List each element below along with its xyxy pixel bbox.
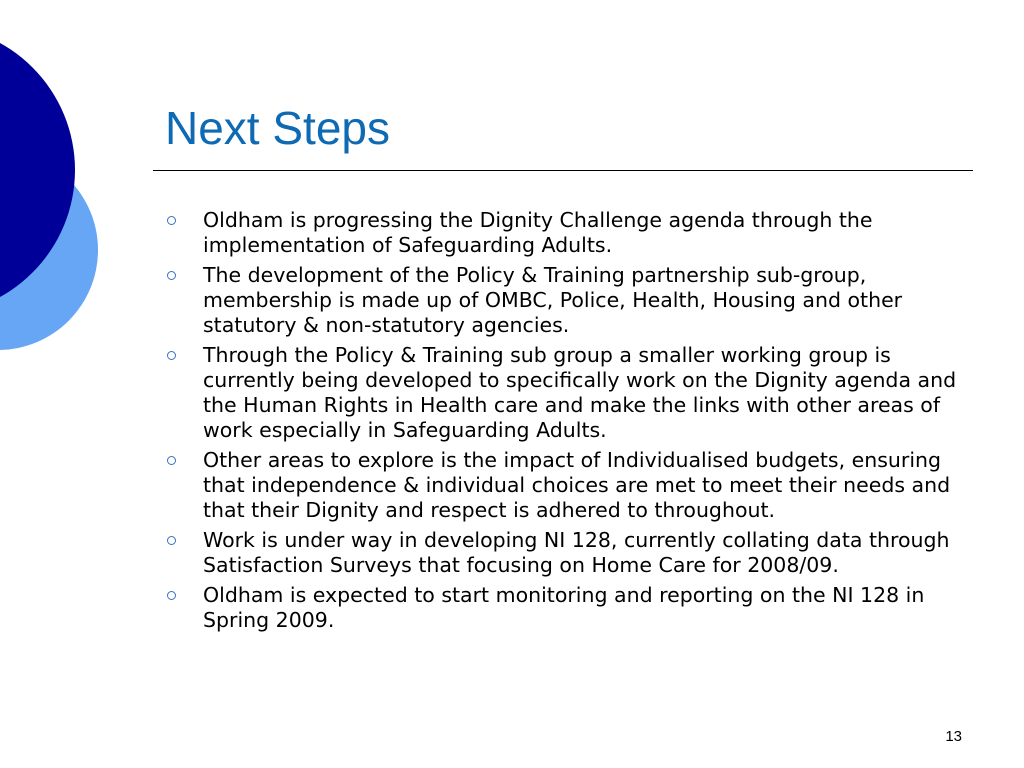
bullet-item xyxy=(162,528,962,578)
bullet-item xyxy=(162,343,962,443)
bullet-text: The development of the Policy & Training partnership sub-group, membership is made up of OMBC, Police, Health, Housing and other statutory & non-statutory agencies. xyxy=(203,263,903,337)
hollow-circle-icon xyxy=(167,536,176,545)
bullet-item xyxy=(162,208,962,258)
bullet-text: Other areas to explore is the impact of Individualised budgets, ensuring that independence & individual choices are met to meet their needs and that their Dignity and respect is adhered to throughout. xyxy=(203,448,951,522)
bullet-text: Work is under way in developing NI 128, currently collating data through Satisfaction Surveys that focusing on Home Care for 2008/09. xyxy=(203,528,950,577)
bullet-text: Oldham is expected to start monitoring and reporting on the NI 128 in Spring 2009. xyxy=(203,583,925,632)
hollow-circle-icon xyxy=(167,216,176,225)
bullet-item xyxy=(162,448,962,523)
title-divider xyxy=(153,170,973,171)
bullet-text: Through the Policy & Training sub group a smaller working group is currently being developed to specifically work on the Dignity agenda and the Human Rights in Health care and make the links with other areas of work especially in Safeguarding Adults. xyxy=(203,343,957,442)
bullet-text: Oldham is progressing the Dignity Challenge agenda through the implementation of Safeguarding Adults. xyxy=(203,208,873,257)
hollow-circle-icon xyxy=(167,271,176,280)
hollow-circle-icon xyxy=(167,591,176,600)
hollow-circle-icon xyxy=(167,351,176,360)
page-number: 13 xyxy=(945,728,962,745)
bullet-list xyxy=(162,208,962,638)
decorative-circles xyxy=(0,0,110,400)
slide-title: Next Steps xyxy=(165,102,390,154)
hollow-circle-icon xyxy=(167,456,176,465)
bullet-item xyxy=(162,583,962,633)
bullet-item xyxy=(162,263,962,338)
